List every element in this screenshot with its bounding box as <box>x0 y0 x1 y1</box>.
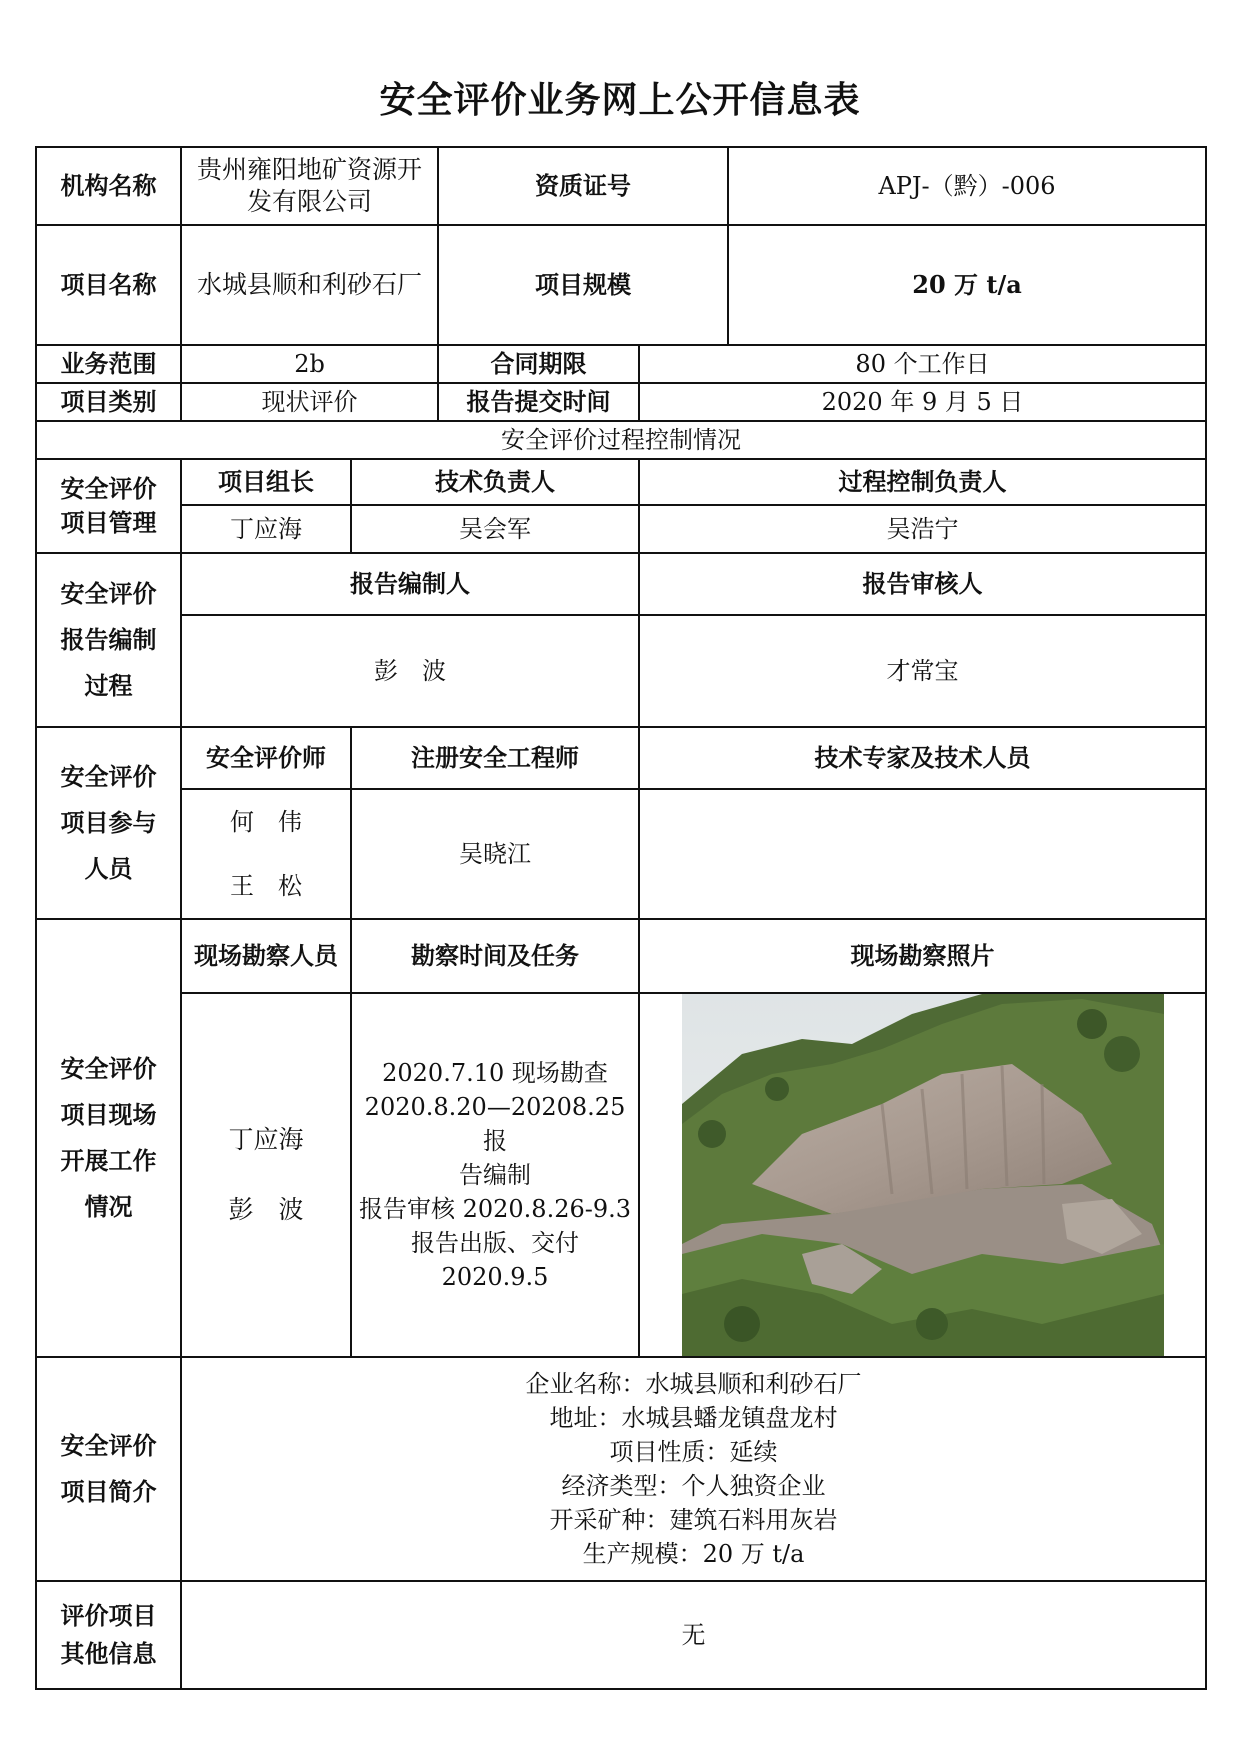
submit-value: 2020 年 9 月 5 日 <box>639 383 1206 421</box>
submit-label: 报告提交时间 <box>438 383 639 421</box>
intro-label: 安全评价 项目简介 <box>36 1357 181 1581</box>
project-scale: 20 万 t/a <box>728 225 1206 345</box>
other-label: 评价项目 其他信息 <box>36 1581 181 1689</box>
survey-photo-cell <box>639 993 1206 1357</box>
survey-photo-header: 现场勘察照片 <box>639 919 1206 993</box>
management-label: 安全评价 项目管理 <box>36 459 181 553</box>
process-header: 安全评价过程控制情况 <box>36 421 1206 459</box>
project-name: 水城县顺和利砂石厂 <box>181 225 438 345</box>
org-name: 贵州雍阳地矿资源开发有限公司 <box>181 147 438 225</box>
category-label: 项目类别 <box>36 383 181 421</box>
report-reviewer-value: 才常宝 <box>639 615 1206 727</box>
engineer-header: 注册安全工程师 <box>351 727 639 789</box>
cert-number: APJ-（黔）-006 <box>728 147 1206 225</box>
org-label: 机构名称 <box>36 147 181 225</box>
evaluator-header: 安全评价师 <box>181 727 351 789</box>
quarry-site-photo <box>682 994 1164 1356</box>
surveyor-header: 现场勘察人员 <box>181 919 351 993</box>
other-value: 无 <box>181 1581 1206 1689</box>
report-writer-value: 彭 波 <box>181 615 639 727</box>
leader-header: 项目组长 <box>181 459 351 505</box>
cert-label: 资质证号 <box>438 147 728 225</box>
engineer-value: 吴晓江 <box>351 789 639 919</box>
tech-lead-value: 吴会军 <box>351 505 639 553</box>
leader-value: 丁应海 <box>181 505 351 553</box>
survey-task-header: 勘察时间及任务 <box>351 919 639 993</box>
period-label: 合同期限 <box>438 345 639 383</box>
evaluator-values: 何 伟 王 松 <box>181 789 351 919</box>
category-value: 现状评价 <box>181 383 438 421</box>
project-intro: 企业名称：水城县顺和利砂石厂 地址：水城县蟠龙镇盘龙村 项目性质：延续 经济类型：个人独资企业 开采矿种：建筑石料用灰岩 生产规模：20 万 t/a <box>181 1357 1206 1581</box>
experts-value <box>639 789 1206 919</box>
report-label: 安全评价 报告编制 过程 <box>36 553 181 727</box>
scale-label: 项目规模 <box>438 225 728 345</box>
page-title: 安全评价业务网上公开信息表 <box>379 80 861 121</box>
report-reviewer-header: 报告审核人 <box>639 553 1206 615</box>
scope-value: 2b <box>181 345 438 383</box>
project-label: 项目名称 <box>36 225 181 345</box>
participants-label: 安全评价 项目参与 人员 <box>36 727 181 919</box>
fieldwork-label: 安全评价 项目现场 开展工作 情况 <box>36 919 181 1357</box>
info-table <box>35 146 1207 1690</box>
scope-label: 业务范围 <box>36 345 181 383</box>
survey-tasks: 2020.7.10 现场勘查 2020.8.20—20208.25 报 告编制 报告审核 2020.8.26-9.3 报告出版、交付 2020.9.5 <box>351 993 639 1357</box>
experts-header: 技术专家及技术人员 <box>639 727 1206 789</box>
report-writer-header: 报告编制人 <box>181 553 639 615</box>
surveyor-values: 丁应海 彭 波 <box>181 993 351 1357</box>
period-value: 80 个工作日 <box>639 345 1206 383</box>
process-lead-header: 过程控制负责人 <box>639 459 1206 505</box>
process-lead-value: 吴浩宁 <box>639 505 1206 553</box>
tech-lead-header: 技术负责人 <box>351 459 639 505</box>
